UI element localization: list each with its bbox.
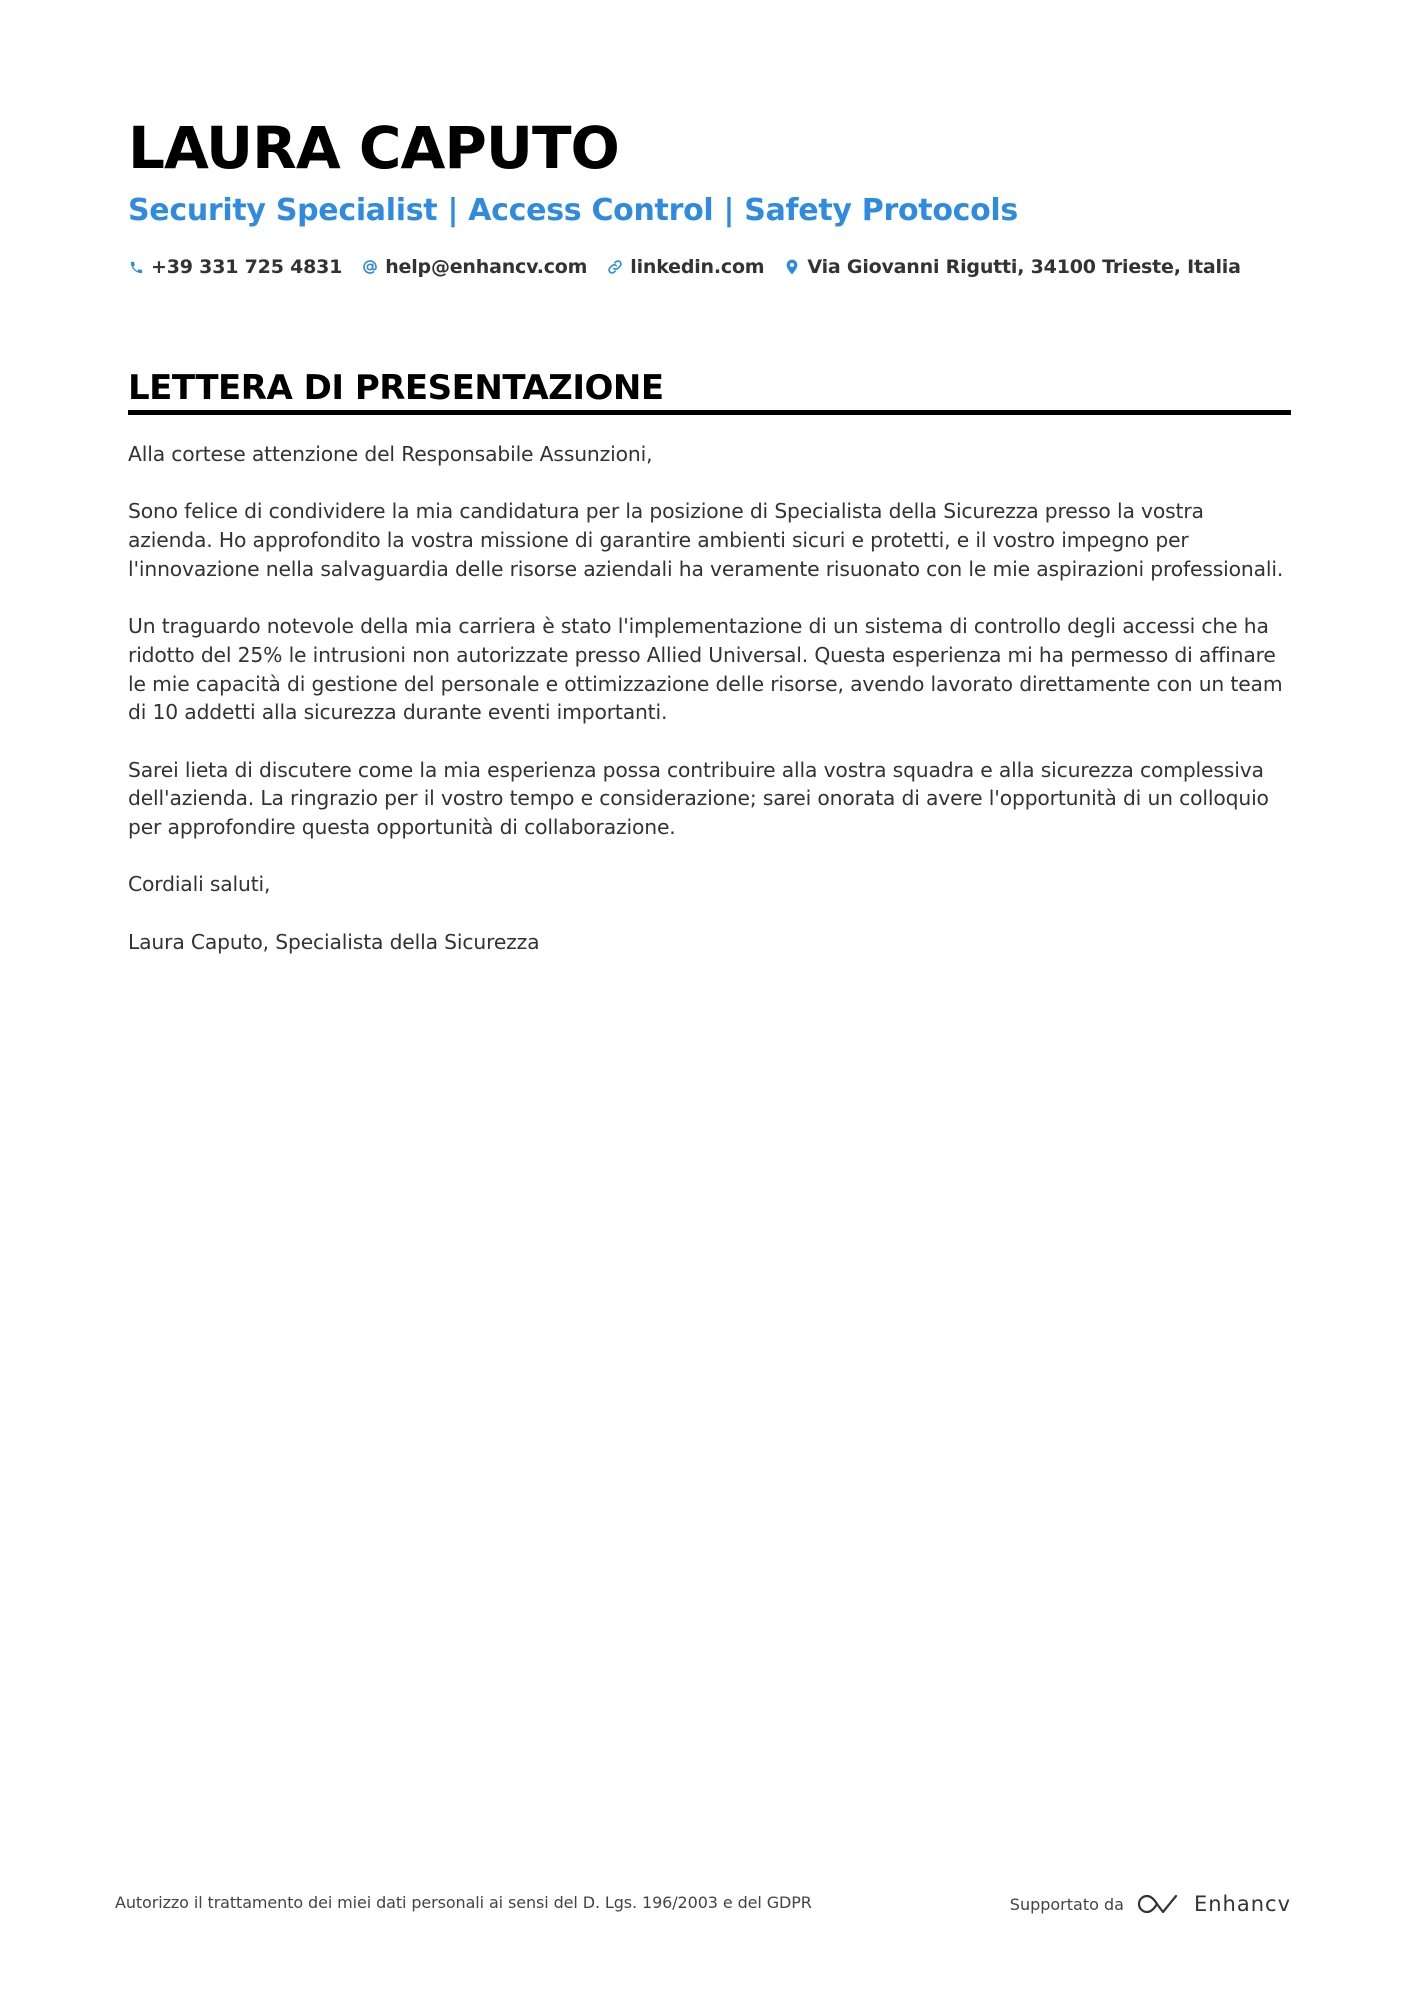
contact-bar [128,252,1261,282]
contact-location [784,256,1240,278]
contact-phone[interactable] [128,256,342,278]
contact-location-text: Via Giovanni Rigutti, 34100 Trieste, Italia [807,256,1241,278]
contact-link[interactable] [607,256,764,278]
letter-body [128,440,1291,985]
letter-greeting: Alla cortese attenzione del Responsabile Assunzioni, [128,442,653,466]
letter-paragraph: Sono felice di condividere la mia candidatura per la posizione di Specialista della Sicurezza presso la vostra azienda. Ho approfondito la vostra missione di garantire ambienti sicuri e protetti, e il vostro impegno per l'innovazione nella salvaguardia delle risorse aziendali ha veramente risuonato con le mie aspirazioni professionali. [128,499,1284,581]
section-divider [128,410,1291,415]
candidate-name: LAURA CAPUTO [128,114,619,182]
powered-by-label: Supportato da [1009,1894,1124,1914]
letter-paragraph: Un traguardo notevole della mia carriera è stato l'implementazione di un sistema di controllo degli accessi che ha ridotto del 25% le intrusioni non autorizzate presso Allied Universal. Questa esperienza mi ha permesso di affinare le mie capacità di gestione del personale e ottimizzazione delle risorse, avendo lavorato direttamente con un team di 10 addetti alla sicurezza durante eventi importanti. [128,614,1283,725]
contact-phone-text: +39 331 725 4831 [151,256,343,278]
location-pin-icon [784,259,800,275]
enhancv-logo-icon [1136,1891,1182,1917]
link-icon [607,259,623,275]
privacy-consent-note: Autorizzo il trattamento dei miei dati personali ai sensi del D. Lgs. 196/2003 e del GDPR [115,1893,812,1912]
phone-icon [128,259,144,275]
at-icon [362,259,378,275]
contact-link-text: linkedin.com [630,256,765,278]
candidate-headline: Security Specialist | Access Control | Safety Protocols [128,193,1018,228]
letter-paragraph: Sarei lieta di discutere come la mia esperienza possa contribuire alla vostra squadra e alla sicurezza complessiva dell'azienda. La ringrazio per il vostro tempo e considerazione; sarei onorata di avere l'opportunità di un colloquio per approfondire questa opportunità di collaborazione. [128,757,1269,840]
section-title: LETTERA DI PRESENTAZIONE [128,368,664,408]
contact-email[interactable] [362,256,587,278]
enhancv-brand: Enhancv [1193,1892,1291,1916]
letter-closing: Cordiali saluti, [128,872,271,897]
letter-signature: Laura Caputo, Specialista della Sicurezza [128,929,540,954]
contact-email-text: help@enhancv.com [385,256,588,278]
powered-by[interactable] [1010,1880,1291,1928]
